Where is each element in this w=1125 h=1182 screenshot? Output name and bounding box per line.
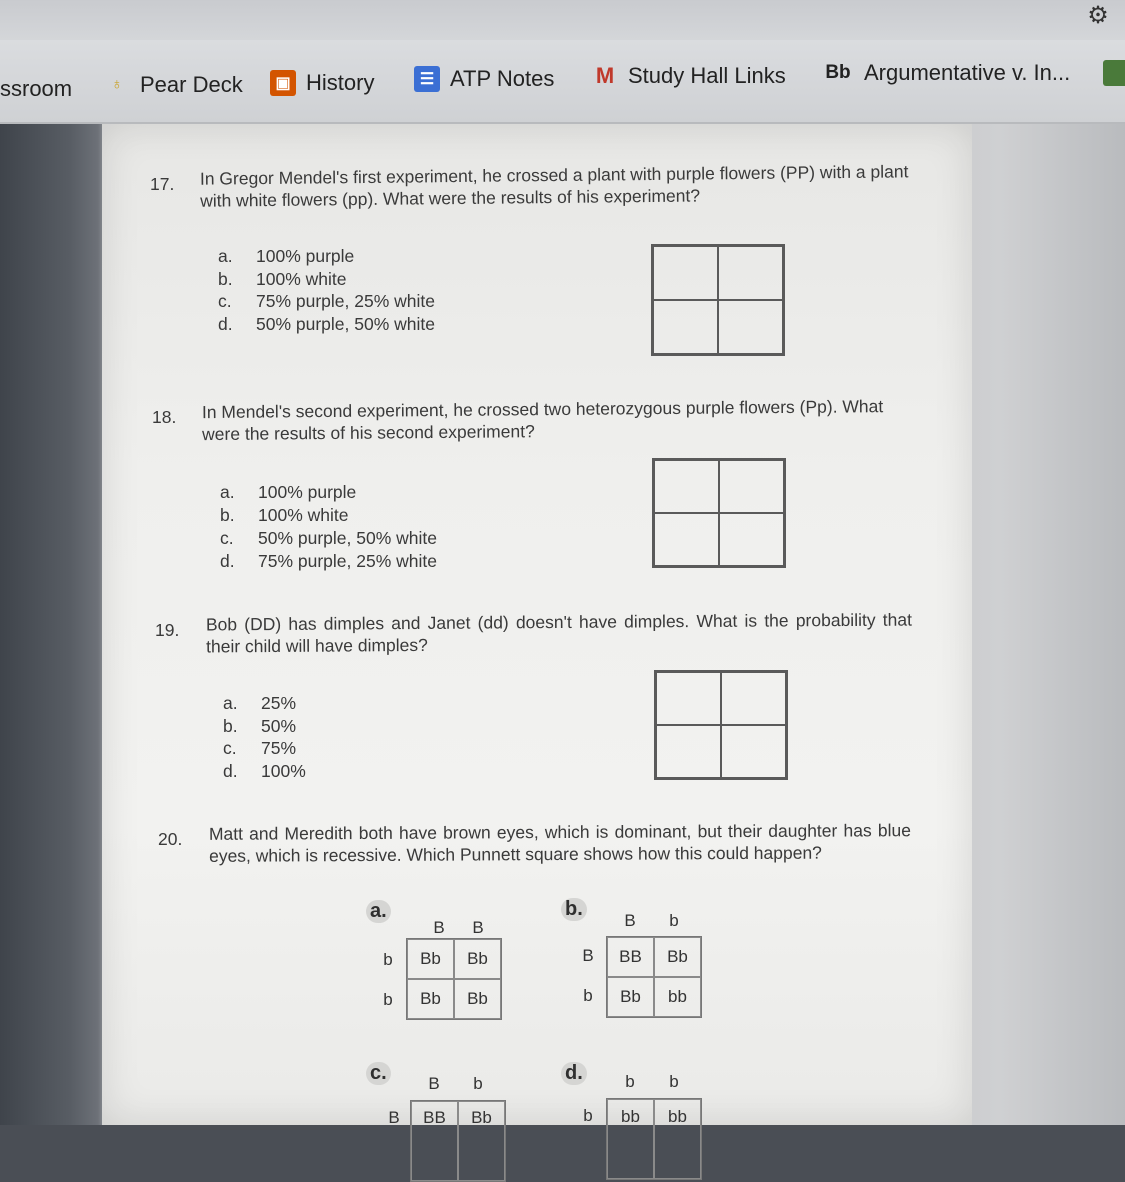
question-20-option-b-label[interactable]: b. [561,898,587,921]
question-17-choice-d[interactable]: d. 50% purple, 50% white [218,314,435,334]
question-20-option-d-label[interactable]: d. [561,1062,587,1085]
option-d-punnett-square [606,1098,702,1180]
punnett-cell: Bb [407,939,454,979]
question-20-option-a-label[interactable]: a. [366,900,391,923]
question-19-choice-b[interactable]: b. 50% [223,716,297,736]
option-a-row-header: b [383,950,393,969]
question-20-option-c-label[interactable]: c. [366,1062,391,1085]
punnett-cell: bb [654,977,701,1017]
option-d-row-header: b [583,1106,593,1125]
question-18-choice-a[interactable]: a. 100% purple [220,482,357,502]
option-a-col-header: B [472,918,484,937]
docs-icon: ☰ [414,66,440,92]
bookmark-overflow-icon[interactable] [1103,60,1125,86]
punnett-cell: Bb [454,939,501,979]
punnett-cell: Bb [458,1101,505,1181]
question-19-choice-d[interactable]: d. 100% [223,761,306,781]
question-17-choice-b[interactable]: b. 100% white [218,269,347,289]
punnett-cell: Bb [407,979,454,1019]
option-b-punnett-square [606,936,702,1018]
option-c-col-header: b [473,1074,483,1093]
gmail-icon: M [595,63,615,88]
question-18-choice-c[interactable]: c. 50% purple, 50% white [220,528,437,548]
option-b-col-header: b [669,911,679,930]
option-c-col-header: B [428,1074,440,1093]
bookmark-pear-deck[interactable]: ♁ Pear Deck [104,72,243,98]
option-b-row-header: B [582,946,594,965]
punnett-cell: Bb [654,937,701,977]
question-18-number: 18. [152,407,177,427]
bookmark-study-hall-links[interactable]: M Study Hall Links [592,63,786,89]
option-c-punnett-square [410,1100,506,1182]
bookmark-atp-notes[interactable]: ☰ ATP Notes [414,66,554,92]
punnett-cell: Bb [454,979,501,1019]
punnett-cell: bb [607,1099,654,1179]
browser-tab-strip [0,0,1125,40]
bookmark-history[interactable]: ▣ History [270,70,374,96]
option-b-col-header: B [624,911,636,930]
question-20-text: Matt and Meredith both have brown eyes, which is dominant, but their daughter has blue eyes, which is recessive. Which Punnett square shows how this could happen? [208,820,911,866]
question-19-text: Bob (DD) has dimples and Janet (dd) doesn't have dimples. What is the probability that their child will have dimples? [205,609,912,657]
question-17-choice-a[interactable]: a. 100% purple [218,246,355,266]
option-a-row-header: b [383,990,393,1009]
question-19-number: 19. [155,620,180,640]
question-17-text: In Gregor Mendel's first experiment, he crossed a plant with purple flowers (PP) with a plant with white flowers (pp). What were the results of his experiment? [199,161,909,211]
question-19-punnett-grid [654,670,788,780]
bookmarks-bar [0,40,1125,124]
history-icon: ▣ [270,70,296,96]
option-b-row-header: b [583,986,593,1005]
punnett-cell: bb [654,1099,701,1179]
question-18-choice-d[interactable]: d. 75% purple, 25% white [220,551,437,571]
extension-icon[interactable]: ⚙ [1087,2,1109,29]
question-18-choice-b[interactable]: b. 100% white [220,505,349,525]
question-18-punnett-grid [652,458,786,568]
question-18-text: In Mendel's second experiment, he crossed two heterozygous purple flowers (Pp). What were the results of his second experiment? [201,396,884,445]
option-d-col-header: b [625,1072,635,1091]
question-20-number: 20. [158,829,183,849]
punnett-cell: Bb [607,977,654,1017]
option-d-col-header: b [669,1072,679,1091]
blackboard-icon: Bb [825,62,851,83]
question-19-choice-c[interactable]: c. 75% [223,738,297,758]
question-17-punnett-grid [651,244,785,356]
option-c-row-header: B [388,1108,400,1127]
option-a-col-header: B [433,918,445,937]
question-19-choice-a[interactable]: a. 25% [223,693,297,713]
punnett-cell: BB [607,937,654,977]
option-a-punnett-square [406,938,502,1020]
pear-deck-icon: ♁ [111,76,123,93]
question-17-number: 17. [150,174,175,194]
question-17-choice-c[interactable]: c. 75% purple, 25% white [218,291,435,311]
bookmark-classroom[interactable]: ssroom [0,76,73,101]
punnett-cell: BB [411,1101,458,1181]
bookmark-argumentative[interactable]: Bb Argumentative v. In... [822,60,1070,86]
